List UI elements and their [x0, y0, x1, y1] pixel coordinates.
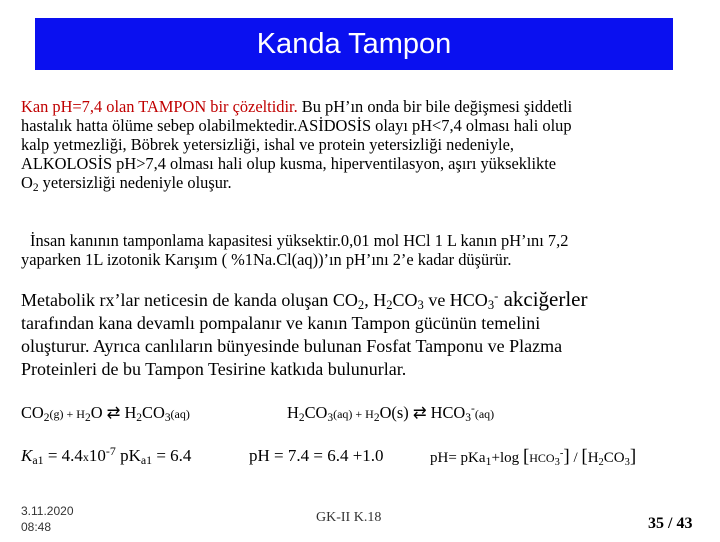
- eq-part: +log: [491, 450, 523, 466]
- eq-part: H: [587, 450, 599, 466]
- eq-part: (aq): [474, 407, 495, 421]
- text-line: tarafından kana devamlı pompalanır ve kanın Tampon gücünün temelini: [21, 313, 541, 333]
- equation-henderson-hasselbalch: [430, 446, 636, 468]
- subscript: 2: [136, 412, 143, 424]
- text-line: kalp yetmezliği, Böbrek yetersizliği, ishal ve protein yetersizliği nedeniyle,: [21, 135, 514, 154]
- superscript: -: [471, 403, 475, 415]
- eq-part: = 4.4: [43, 446, 83, 465]
- equation-ph-value: pH = 7.4 = 6.4 +1.0: [249, 446, 384, 465]
- eq-part: O(s) ⇄ HCO: [379, 403, 466, 422]
- eq-part: CO: [304, 403, 328, 422]
- eq-part: /: [569, 450, 582, 466]
- paragraph-buffer-capacity: [21, 231, 711, 269]
- eq-part: K: [21, 446, 33, 465]
- bracket: [: [522, 446, 530, 467]
- subscript: a1: [32, 453, 44, 467]
- eq-part: pH= pKa: [430, 450, 486, 466]
- subscript: 3: [164, 412, 171, 424]
- superscript: -7: [105, 444, 116, 458]
- text-segment: Metabolik rx’lar neticesin de kanda oluşan CO: [21, 290, 358, 310]
- subscript: 3: [487, 298, 495, 312]
- text-segment: , H: [364, 290, 387, 310]
- text-segment: O: [21, 173, 33, 192]
- footer-datetime: [21, 503, 74, 535]
- text-line: ALKOLOSİS pH>7,4 olması hali olup kusma, hiperventilasyon, aşırı yükseklikte: [21, 154, 557, 173]
- eq-part: (g) + H: [49, 407, 85, 421]
- eq-part: H: [287, 403, 299, 422]
- text-segment: ve HCO: [423, 290, 488, 310]
- superscript: -: [494, 289, 499, 303]
- eq-part: O ⇄ H: [90, 403, 137, 422]
- text-line: oluşturur. Ayrıca canlıların bünyesinde bulunan Fosfat Tamponu ve Plazma: [21, 336, 563, 356]
- subscript: 2: [386, 298, 393, 312]
- text-line: hastalık hatta ölüme sebep olabilmektedir.ASİDOSİS olayı pH<7,4 olması hali olup: [21, 116, 572, 135]
- bracket: [: [581, 446, 588, 467]
- eq-part: (aq): [170, 407, 190, 421]
- text-segment: CO: [392, 290, 418, 310]
- subscript: 2: [298, 412, 305, 424]
- subscript: a1: [140, 453, 153, 467]
- subscript: 3: [554, 457, 560, 468]
- subscript: 3: [465, 412, 471, 424]
- subscript: 2: [43, 412, 50, 424]
- slide-title: Kanda Tampon: [256, 27, 452, 60]
- title-bar: [35, 18, 673, 70]
- equation-carbonic-acid-equilibrium: [287, 403, 494, 423]
- subscript: 2: [84, 412, 91, 424]
- footer-time-text: 08:48: [21, 520, 52, 534]
- equation-ka-value: [21, 446, 191, 466]
- subscript: 3: [417, 298, 424, 312]
- eq-part: CO: [142, 403, 165, 422]
- subscript: 1: [485, 454, 492, 468]
- subscript: 2: [373, 412, 380, 424]
- footer-date-text: 3.11.2020: [21, 504, 74, 518]
- superscript: -: [559, 448, 564, 459]
- footer-page-number: 35 / 43: [648, 515, 693, 532]
- bracket: ]: [629, 446, 637, 467]
- subscript: 3: [624, 457, 630, 468]
- equation-co2-equilibrium: [21, 403, 190, 423]
- subscript: 2: [357, 298, 365, 312]
- footer-course: GK-II K.18: [316, 510, 382, 525]
- highlight-text: Kan pH=7,4 olan TAMPON bir çözeltidir.: [21, 97, 298, 116]
- text-line: İnsan kanının tamponlama kapasitesi yüksektir.0,01 mol HCl 1 L kanın pH’ını 7,2: [30, 231, 569, 250]
- eq-part: x: [82, 450, 89, 464]
- text-segment: yetersizliği nedeniyle oluşur.: [38, 173, 232, 192]
- subscript: 2: [598, 457, 604, 468]
- paragraph-metabolic: [21, 288, 711, 381]
- eq-part: = 6.4: [152, 446, 192, 465]
- eq-part: CO: [603, 450, 625, 466]
- subscript: 2: [32, 182, 39, 194]
- text-segment: Bu pH’ın onda bir bile değişmesi şiddetli: [297, 97, 573, 116]
- bracket: ]: [563, 446, 570, 467]
- eq-part: 10: [88, 446, 106, 465]
- text-segment-large: akciğerler: [498, 287, 588, 311]
- paragraph-buffer-blood: [21, 97, 711, 192]
- text-line: yaparken 1L izotonik Karışım ( %1Na.Cl(aq))’ın pH’ını 2’e kadar düşürür.: [21, 250, 512, 269]
- eq-part: HCO: [529, 451, 555, 465]
- eq-part: CO: [21, 403, 44, 422]
- eq-part: pK: [115, 446, 141, 465]
- text-line: Proteinleri de bu Tampon Tesirine katkıda bulunurlar.: [21, 359, 407, 379]
- subscript: 3: [327, 412, 334, 424]
- eq-part: (aq) + H: [333, 407, 374, 421]
